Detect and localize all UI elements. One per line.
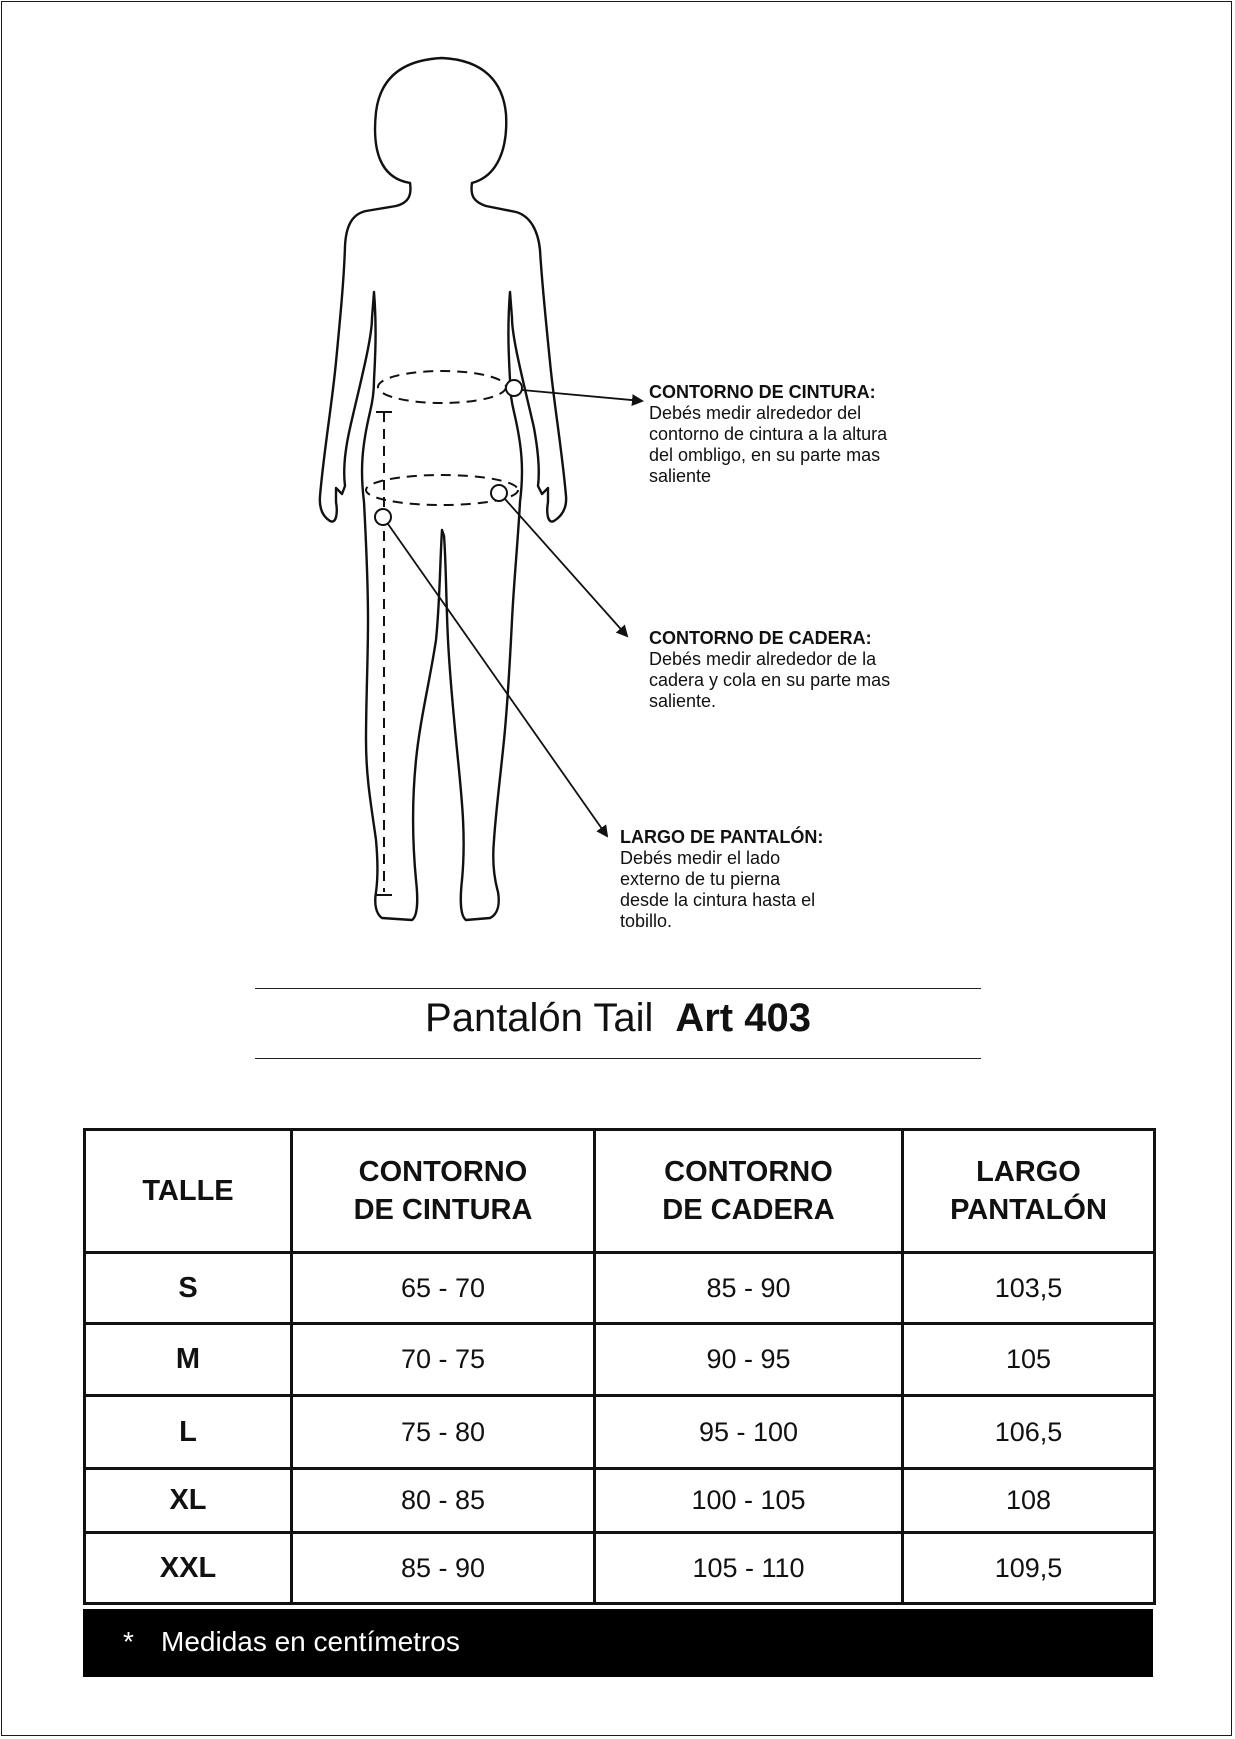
title-rule-top [255,988,981,989]
size-cell: L [85,1396,292,1469]
hip-arrow [505,499,627,636]
header-length [903,1130,1155,1253]
length-note-line: Debés medir el lado [620,848,781,868]
hip-note-line: saliente. [649,691,717,711]
waist-note-line: del ombligo, en su parte mas [649,445,881,465]
length-cell: 105 [903,1324,1155,1396]
head-outline [375,58,506,183]
waist-cell: 65 - 70 [292,1253,595,1324]
waist-cell: 70 - 75 [292,1324,595,1396]
waist-point [506,380,522,396]
hip-note-line: Debés medir alrededor de la [649,649,877,669]
length-arrow [388,524,607,836]
product-title [255,996,981,1050]
header-line: DE CINTURA [353,1194,533,1226]
waist-cell: 80 - 85 [292,1469,595,1533]
hip-point [491,485,507,501]
waist-cell: 85 - 90 [292,1533,595,1604]
table-row [85,1469,1155,1533]
footnote-mark: * [123,1626,134,1657]
size-table [83,1128,1156,1605]
waist-note-line: saliente [649,466,712,486]
length-note-title: LARGO DE PANTALÓN: [620,827,824,847]
table-header-row [85,1130,1155,1253]
hip-cell: 100 - 105 [595,1469,903,1533]
length-note-line: tobillo. [620,911,673,931]
hip-note-title: CONTORNO DE CADERA: [649,628,872,648]
hip-cell: 105 - 110 [595,1533,903,1604]
left-body-outline [320,183,444,920]
header-line: TALLE [142,1175,234,1207]
hip-cell: 90 - 95 [595,1324,903,1396]
waist-note-line: contorno de cintura a la altura [649,424,888,444]
waist-guide [378,371,506,403]
hip-note [649,628,890,712]
table-row [85,1324,1155,1396]
length-cell: 108 [903,1469,1155,1533]
length-note [620,827,823,932]
size-cell: S [85,1253,292,1324]
waist-cell: 75 - 80 [292,1396,595,1469]
length-cell: 103,5 [903,1253,1155,1324]
length-point [375,509,391,525]
size-cell: M [85,1324,292,1396]
hip-cell: 85 - 90 [595,1253,903,1324]
size-cell: XL [85,1469,292,1533]
hip-cell: 95 - 100 [595,1396,903,1469]
header-waist [292,1130,595,1253]
header-hip [595,1130,903,1253]
product-name: Pantalón Tail [425,996,654,1040]
title-rule-bottom [255,1058,981,1059]
header-line: DE CADERA [662,1194,835,1226]
table-row [85,1253,1155,1324]
right-body-outline [444,183,566,920]
length-note-line: externo de tu pierna [620,869,781,889]
header-line: LARGO [976,1156,1081,1188]
waist-note-line: Debés medir alrededor del [649,403,862,423]
header-line: CONTORNO [664,1156,833,1188]
length-note-line: desde la cintura hasta el [620,890,816,910]
size-cell: XXL [85,1533,292,1604]
footnote-text: Medidas en centímetros [161,1626,460,1657]
table-row [85,1533,1155,1604]
product-article: Art 403 [675,996,811,1040]
footnote-bar [83,1609,1153,1677]
header-line: CONTORNO [358,1156,528,1188]
waist-note-title: CONTORNO DE CINTURA: [649,382,876,402]
length-cell: 109,5 [903,1533,1155,1604]
table-row [85,1396,1155,1469]
waist-arrow [522,390,642,401]
header-line: PANTALÓN [950,1194,1107,1226]
length-cell: 106,5 [903,1396,1155,1469]
hip-note-line: cadera y cola en su parte mas [649,670,891,690]
header-size [85,1130,292,1253]
waist-note [649,382,887,487]
